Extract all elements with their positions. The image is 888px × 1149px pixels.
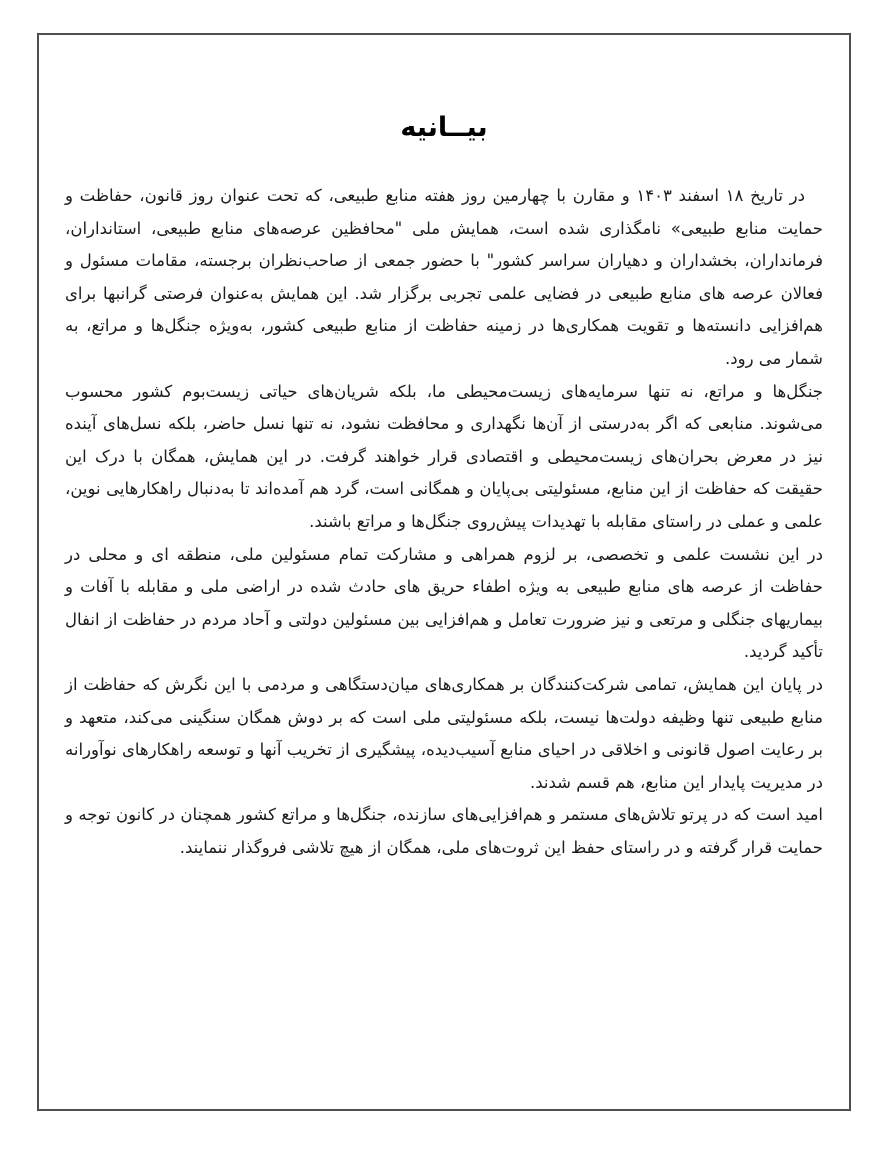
statement-body — [65, 180, 823, 864]
document-title: بیــانیه — [400, 112, 488, 143]
statement-paragraph-3: در این نشست علمی و تخصصی، بر لزوم همراهی و مشارکت تمام مسئولین ملی، منطقه ای و محلی در حفاظت از عرصه های منابع طبیعی به ویژه اطفاء حریق های حادث شده در اراضی ملی و مقابله با آفات و بیماریهای جنگلی و مرتعی و نیز ضرورت تعامل و هم‌افزایی بین مسئولین دولتی و آحاد مردم در حفاظت از انفال تأکید گردید. — [65, 544, 823, 662]
document-border-frame — [37, 33, 851, 1111]
statement-paragraph-5: امید است که در پرتو تلاش‌های مستمر و هم‌افزایی‌های سازنده، جنگل‌ها و مراتع کشور همچنان در کانون توجه و حمایت قرار گرفته و در راستای حفظ این ثروت‌های ملی، همگان از هیچ تلاشی فروگذار ننمایند. — [65, 805, 823, 857]
statement-paragraph-4: در پایان این همایش، تمامی شرکت‌کنندگان بر همکاری‌های میان‌دستگاهی و مردمی با این نگرش که حفاظت از منابع طبیعی تنها وظیفه دولت‌ها نیست، بلکه مسئولیتی ملی است که بر دوش همگان سنگینی می‌کند، متعهد و بر رعایت اصول قانونی و اخلاقی در احیای منابع آسیب‌دیده، پیشگیری از تخریب آنها و توسعه راهکارهای نوآورانه در مدیریت پایدار این منابع، هم قسم شدند. — [65, 674, 823, 792]
statement-paragraph-1: در تاریخ ۱۸ اسفند ۱۴۰۳ و مقارن با چهارمین روز هفته منابع طبیعی، که تحت عنوان روز قانون، حفاظت و حمایت منابع طبیعی» نامگذاری شده است، همایش ملی "محافظین عرصه‌های منابع طبیعی، استانداران، فرمانداران، بخشداران و دهیاران سراسر کشور" با حضور جمعی از صاحب‌نظران برجسته، مقامات مسئول و فعالان عرصه های منابع طبیعی در فضایی علمی تجربی برگزار شد. این همایش به‌عنوان فرصتی گرانبها برای هم‌افزایی دانسته‌ها و تقویت همکاری‌ها در زمینه حفاظت از منابع طبیعی کشور، به‌ویژه جنگل‌ها و مراتع، به شمار می رود. — [65, 186, 823, 368]
statement-paragraph-2: جنگل‌ها و مراتع، نه تنها سرمایه‌های زیست‌محیطی ما، بلکه شریان‌های حیاتی زیست‌بوم کشور محسوب می‌شوند. منابعی که اگر به‌درستی از آن‌ها نگهداری و محافظت نشود، نه تنها نسل حاضر، بلکه نسل‌های آینده نیز در معرض بحران‌های زیست‌محیطی و اقتصادی قرار خواهند گرفت. در این همایش، همگان با درک این حقیقت که حفاظت از این منابع، مسئولیتی بی‌پایان و همگانی است، گرد هم آمده‌اند تا به‌دنبال راهکارهایی نوین، علمی و عملی در راستای مقابله با تهدیدات پیش‌روی جنگل‌ها و مراتع باشند. — [65, 381, 823, 531]
